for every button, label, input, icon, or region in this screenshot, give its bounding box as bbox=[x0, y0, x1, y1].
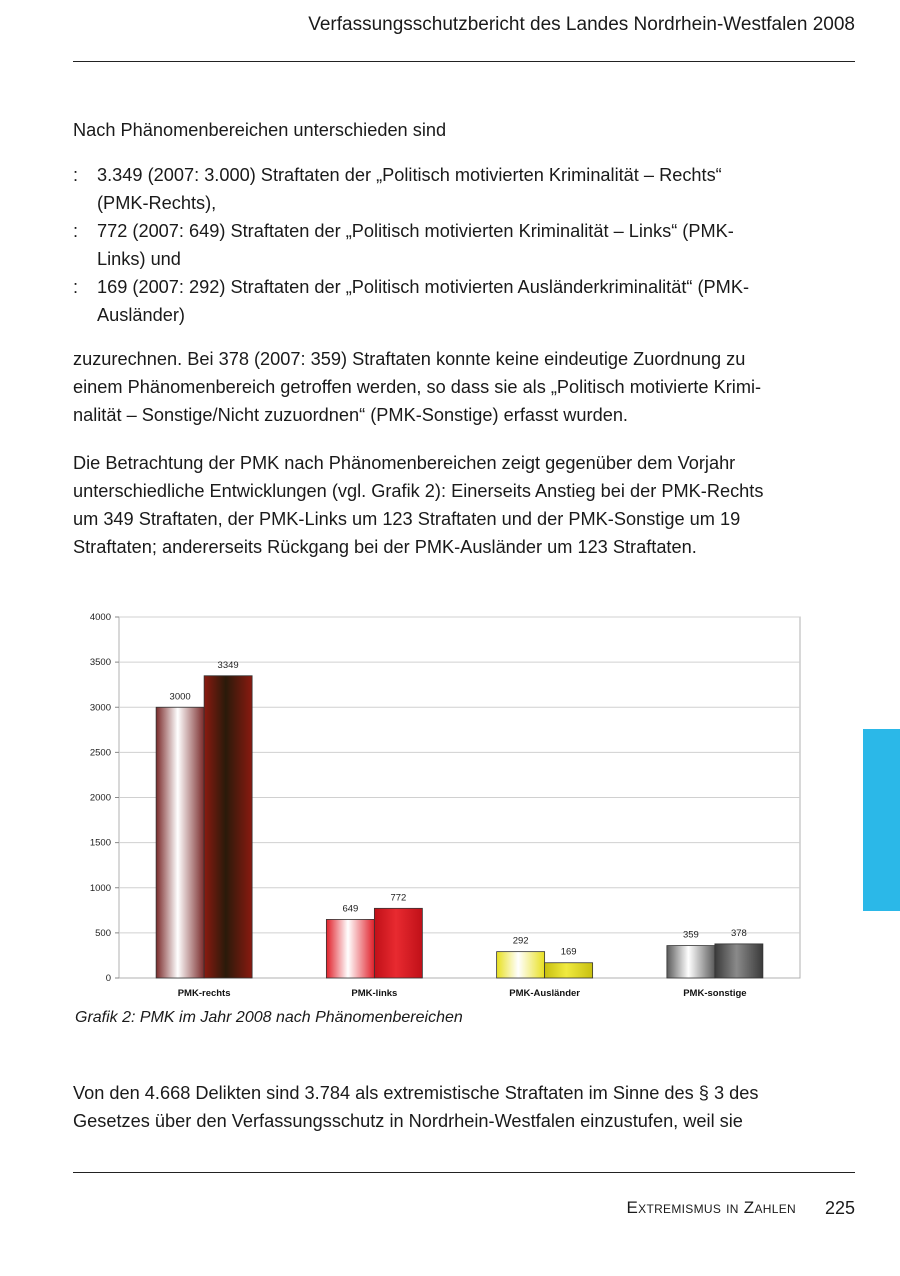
x-tick-label: PMK-sonstige bbox=[683, 988, 747, 999]
list-item bbox=[73, 161, 843, 217]
text-line: Von den 4.668 Delikten sind 3.784 als extremistische Straftaten im Sinne des § 3 des bbox=[73, 1083, 759, 1103]
intro-paragraph: Nach Phänomenbereichen unterschieden sind bbox=[73, 120, 447, 140]
list-item-line: Links) und bbox=[97, 249, 181, 269]
list-item-line: 772 (2007: 649) Straftaten der „Politisch motivierten Kriminalität – Links“ (PMK- bbox=[97, 221, 734, 241]
text-line: Gesetzes über den Verfassungsschutz in Nordrhein-Westfalen einzustufen, weil sie bbox=[73, 1111, 743, 1131]
y-tick-label: 500 bbox=[95, 927, 111, 939]
list-item-line: 3.349 (2007: 3.000) Straftaten der „Politisch motivierten Kriminalität – Rechts“ bbox=[97, 165, 722, 185]
chapter-tab bbox=[863, 729, 900, 911]
bar bbox=[374, 908, 422, 978]
y-tick-label: 0 bbox=[105, 973, 111, 984]
list-item bbox=[73, 273, 843, 329]
text-line: unterschiedliche Entwicklungen (vgl. Grafik 2): Einerseits Anstieg bei der PMK-Rechts bbox=[73, 481, 764, 501]
bar bbox=[156, 707, 204, 978]
text-line: zuzurechnen. Bei 378 (2007: 359) Straftaten konnte keine eindeutige Zuordnung zu bbox=[73, 349, 746, 369]
bullet-marker: : bbox=[73, 277, 79, 297]
bar-value-label: 378 bbox=[730, 927, 747, 939]
y-tick-label: 1500 bbox=[89, 837, 111, 849]
offense-list bbox=[73, 161, 843, 329]
bar-value-label: 359 bbox=[682, 929, 699, 941]
y-tick-label: 3500 bbox=[89, 657, 111, 669]
bullet-marker: : bbox=[73, 165, 79, 185]
bar bbox=[545, 963, 593, 978]
bar bbox=[667, 946, 715, 978]
bar-chart bbox=[73, 600, 813, 1010]
text-line: um 349 Straftaten, der PMK-Links um 123 Straftaten und der PMK-Sonstige um 19 bbox=[73, 509, 741, 529]
text-line: Die Betrachtung der PMK nach Phänomenbereichen zeigt gegenüber dem Vorjahr bbox=[73, 453, 736, 473]
footer-section-title: Extremismus in Zahlen bbox=[626, 1198, 796, 1217]
y-tick-label: 4000 bbox=[89, 612, 111, 623]
y-tick-label: 3000 bbox=[89, 702, 111, 714]
y-tick-label: 1000 bbox=[89, 882, 111, 894]
footer-rule bbox=[73, 1172, 855, 1173]
bar-value-label: 772 bbox=[390, 892, 407, 904]
list-item bbox=[73, 217, 843, 273]
y-tick-label: 2500 bbox=[89, 747, 111, 759]
bullet-marker: : bbox=[73, 221, 79, 241]
text-line: nalität – Sonstige/Nicht zuzuordnen“ (PMK-Sonstige) erfasst wurden. bbox=[73, 405, 628, 425]
chart-caption: Grafik 2: PMK im Jahr 2008 nach Phänomenbereichen bbox=[75, 1009, 463, 1026]
bar bbox=[715, 944, 763, 978]
paragraph-comparison bbox=[73, 449, 843, 561]
x-tick-label: PMK-Ausländer bbox=[509, 988, 580, 999]
list-item-line: 169 (2007: 292) Straftaten der „Politisch motivierten Ausländerkriminalität“ (PMK- bbox=[97, 277, 750, 297]
bar-value-label: 649 bbox=[342, 903, 359, 915]
bar bbox=[326, 919, 374, 978]
text-line: Straftaten; andererseits Rückgang bei der PMK-Ausländer um 123 Straftaten. bbox=[73, 537, 697, 557]
x-tick-label: PMK-rechts bbox=[177, 988, 231, 999]
bar-value-label: 3000 bbox=[169, 691, 191, 703]
bar-value-label: 3349 bbox=[217, 659, 239, 671]
x-tick-label: PMK-links bbox=[351, 988, 398, 999]
bar-chart-svg bbox=[73, 600, 813, 1010]
list-item-line: (PMK-Rechts), bbox=[97, 193, 217, 213]
bar-value-label: 169 bbox=[560, 946, 577, 958]
bar bbox=[497, 952, 545, 978]
running-header: Verfassungsschutzbericht des Landes Nordrhein-Westfalen 2008 bbox=[308, 14, 855, 35]
list-item-line: Ausländer) bbox=[97, 305, 185, 325]
paragraph-extremist bbox=[73, 1079, 843, 1135]
text-line: einem Phänomenbereich getroffen werden, so dass sie als „Politisch motivierte Krimi- bbox=[73, 377, 762, 397]
bar bbox=[204, 676, 252, 978]
header-rule bbox=[73, 61, 855, 62]
y-tick-label: 2000 bbox=[89, 792, 111, 804]
bar-value-label: 292 bbox=[512, 935, 529, 947]
page-number: 225 bbox=[824, 1198, 855, 1218]
paragraph-classification bbox=[73, 345, 843, 429]
